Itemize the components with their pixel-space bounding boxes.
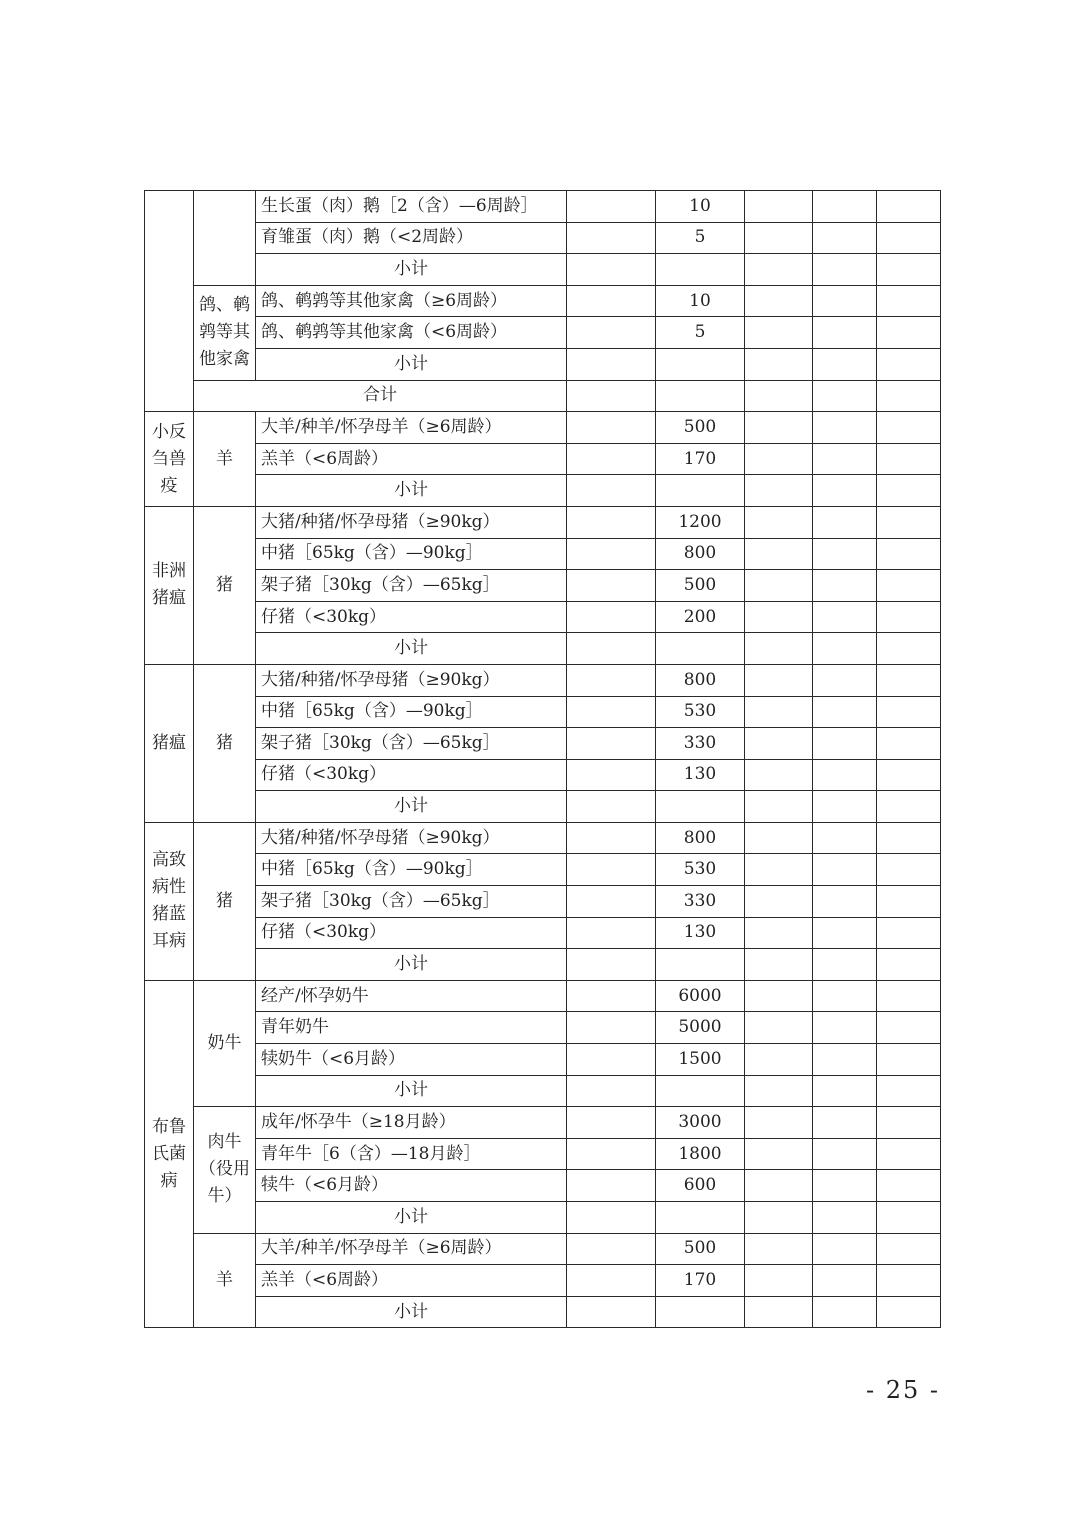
table-row <box>145 822 941 854</box>
species-cell: 羊 <box>194 1233 256 1328</box>
item-cell: 大羊/种羊/怀孕母羊（≥6周龄） <box>256 412 567 444</box>
table-row <box>145 570 941 602</box>
table-row <box>145 191 941 223</box>
value-cell: 10 <box>656 285 745 317</box>
subtotal-cell: 小计 <box>256 1075 567 1107</box>
table-row <box>145 1075 941 1107</box>
table-row <box>145 380 941 412</box>
disease-cell: 布鲁氏菌病 <box>145 980 194 1328</box>
table-row <box>145 633 941 665</box>
value-cell: 3000 <box>656 1107 745 1139</box>
subtotal-cell: 小计 <box>256 475 567 507</box>
item-cell: 仔猪（<30kg） <box>256 917 567 949</box>
value-cell: 530 <box>656 696 745 728</box>
item-cell: 架子猪［30kg（含）—65kg］ <box>256 886 567 918</box>
item-cell: 青年奶牛 <box>256 1012 567 1044</box>
table-row <box>145 886 941 918</box>
item-cell: 经产/怀孕奶牛 <box>256 980 567 1012</box>
subtotal-cell: 小计 <box>256 949 567 981</box>
item-cell: 中猪［65kg（含）—90kg］ <box>256 538 567 570</box>
value-cell: 200 <box>656 601 745 633</box>
table-row <box>145 475 941 507</box>
table-row <box>145 980 941 1012</box>
subtotal-cell: 小计 <box>256 348 567 380</box>
total-cell: 合计 <box>194 380 567 412</box>
item-cell: 大羊/种羊/怀孕母羊（≥6周龄） <box>256 1233 567 1265</box>
species-cell: 猪 <box>194 822 256 980</box>
item-cell: 羔羊（<6周龄） <box>256 443 567 475</box>
value-cell: 600 <box>656 1170 745 1202</box>
disease-cell <box>145 191 194 412</box>
value-cell: 530 <box>656 854 745 886</box>
value-cell: 5 <box>656 317 745 349</box>
empty-cell <box>567 191 656 223</box>
table-row <box>145 1170 941 1202</box>
table-row <box>145 728 941 760</box>
table-row <box>145 1012 941 1044</box>
subtotal-cell: 小计 <box>256 633 567 665</box>
value-cell: 1800 <box>656 1138 745 1170</box>
table-row <box>145 285 941 317</box>
table-row <box>145 1233 941 1265</box>
value-cell: 800 <box>656 538 745 570</box>
table-row <box>145 348 941 380</box>
subtotal-cell: 小计 <box>256 254 567 286</box>
table-row <box>145 949 941 981</box>
table-row <box>145 664 941 696</box>
disease-cell: 猪瘟 <box>145 664 194 822</box>
table-row <box>145 222 941 254</box>
value-cell: 800 <box>656 664 745 696</box>
value-cell: 10 <box>656 191 745 223</box>
item-cell: 仔猪（<30kg） <box>256 759 567 791</box>
table-row <box>145 791 941 823</box>
table-row <box>145 854 941 886</box>
page-number: - 25 - <box>866 1376 941 1404</box>
item-cell: 架子猪［30kg（含）—65kg］ <box>256 728 567 760</box>
item-cell: 架子猪［30kg（含）—65kg］ <box>256 570 567 602</box>
item-cell: 仔猪（<30kg） <box>256 601 567 633</box>
item-cell: 鸽、鹌鹑等其他家禽（<6周龄） <box>256 317 567 349</box>
species-cell: 鸽、鹌鹑等其他家禽 <box>194 285 256 380</box>
table-row <box>145 917 941 949</box>
value-cell: 6000 <box>656 980 745 1012</box>
subtotal-cell: 小计 <box>256 1202 567 1234</box>
value-cell: 500 <box>656 570 745 602</box>
table-row <box>145 412 941 444</box>
value-cell: 170 <box>656 1265 745 1297</box>
item-cell: 羔羊（<6周龄） <box>256 1265 567 1297</box>
value-cell: 330 <box>656 886 745 918</box>
item-cell: 大猪/种猪/怀孕母猪（≥90kg） <box>256 664 567 696</box>
disease-cell: 小反刍兽疫 <box>145 412 194 507</box>
species-cell: 猪 <box>194 506 256 664</box>
species-cell: 猪 <box>194 664 256 822</box>
disease-cell: 高致病性猪蓝耳病 <box>145 822 194 980</box>
species-cell: 奶牛 <box>194 980 256 1106</box>
table-row <box>145 443 941 475</box>
compensation-table <box>144 190 941 1328</box>
item-cell: 犊牛（<6月龄） <box>256 1170 567 1202</box>
value-cell: 5 <box>656 222 745 254</box>
item-cell: 大猪/种猪/怀孕母猪（≥90kg） <box>256 506 567 538</box>
table-row <box>145 317 941 349</box>
item-cell: 成年/怀孕牛（≥18月龄） <box>256 1107 567 1139</box>
table-row <box>145 254 941 286</box>
value-cell: 170 <box>656 443 745 475</box>
table-row <box>145 696 941 728</box>
table-row <box>145 538 941 570</box>
value-cell: 1200 <box>656 506 745 538</box>
item-cell: 育雏蛋（肉）鹅（<2周龄） <box>256 222 567 254</box>
table-row <box>145 1107 941 1139</box>
table-row <box>145 506 941 538</box>
table-row <box>145 1296 941 1328</box>
value-cell: 330 <box>656 728 745 760</box>
subtotal-cell: 小计 <box>256 791 567 823</box>
item-cell: 生长蛋（肉）鹅［2（含）—6周龄］ <box>256 191 567 223</box>
value-cell: 5000 <box>656 1012 745 1044</box>
item-cell: 大猪/种猪/怀孕母猪（≥90kg） <box>256 822 567 854</box>
item-cell: 中猪［65kg（含）—90kg］ <box>256 696 567 728</box>
species-cell <box>194 191 256 286</box>
value-cell: 1500 <box>656 1044 745 1076</box>
value-cell: 130 <box>656 917 745 949</box>
value-cell: 800 <box>656 822 745 854</box>
table-row <box>145 1044 941 1076</box>
species-cell: 肉牛（役用牛） <box>194 1107 256 1233</box>
item-cell: 鸽、鹌鹑等其他家禽（≥6周龄） <box>256 285 567 317</box>
species-cell: 羊 <box>194 412 256 507</box>
value-cell: 130 <box>656 759 745 791</box>
table-row <box>145 1138 941 1170</box>
table-row <box>145 759 941 791</box>
item-cell: 青年牛［6（含）—18月龄］ <box>256 1138 567 1170</box>
value-cell: 500 <box>656 412 745 444</box>
subtotal-cell: 小计 <box>256 1296 567 1328</box>
table-row <box>145 1265 941 1297</box>
table-row <box>145 1202 941 1234</box>
item-cell: 中猪［65kg（含）—90kg］ <box>256 854 567 886</box>
table-row <box>145 601 941 633</box>
item-cell: 犊奶牛（<6月龄） <box>256 1044 567 1076</box>
value-cell: 500 <box>656 1233 745 1265</box>
disease-cell: 非洲猪瘟 <box>145 506 194 664</box>
